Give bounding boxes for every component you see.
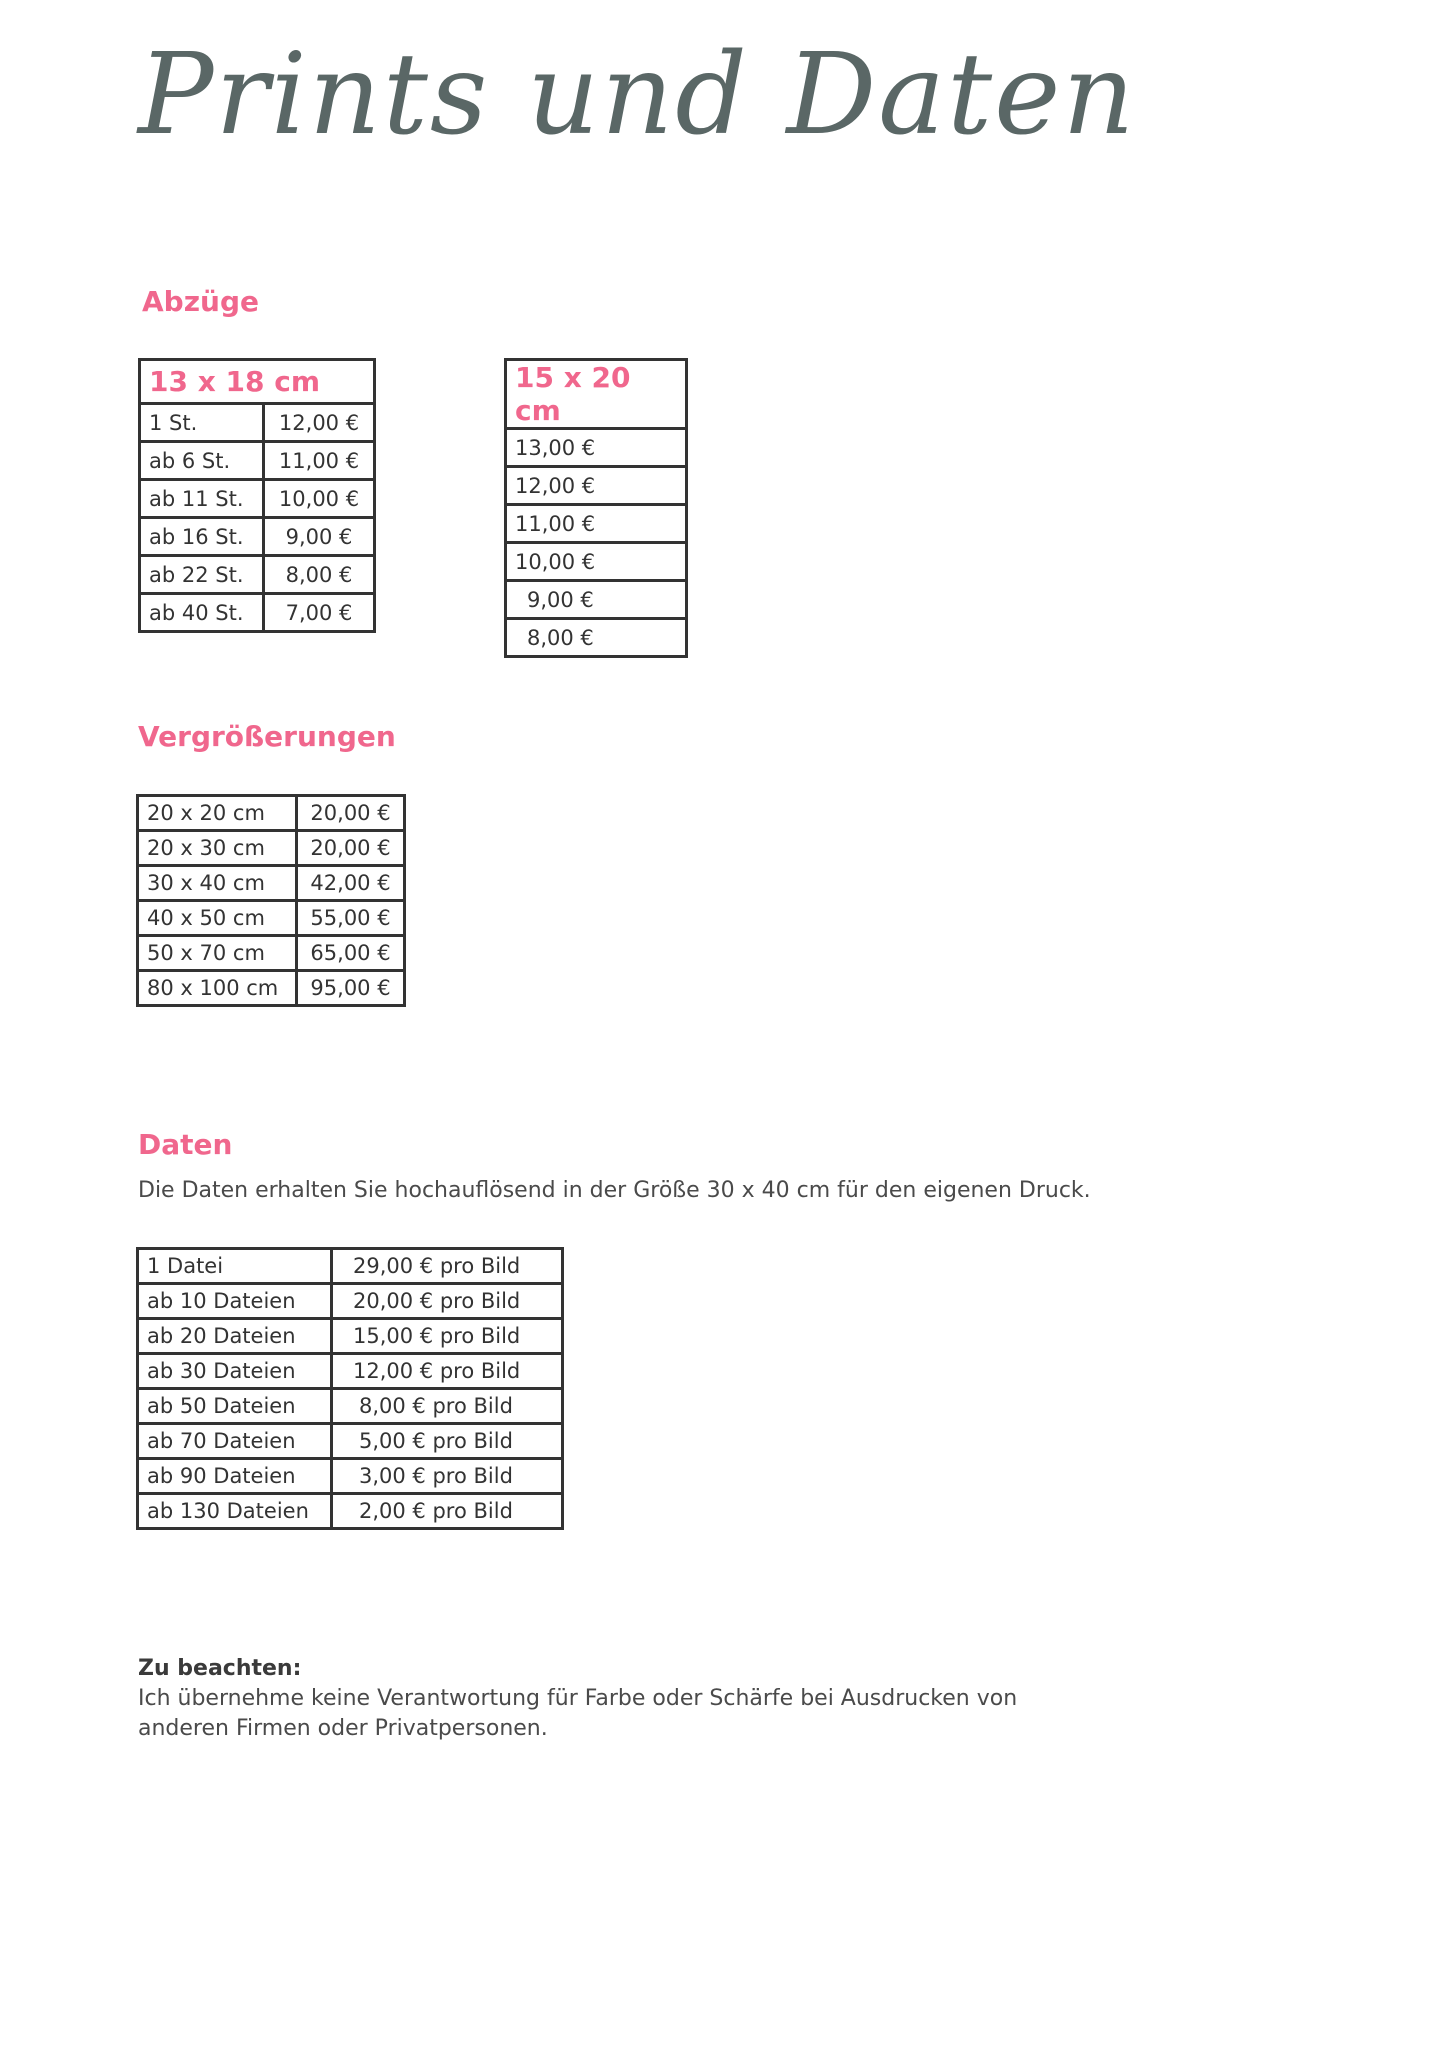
- qty-cell: ab 20 Dateien: [138, 1319, 332, 1354]
- table-row: [140, 594, 375, 632]
- table-row: [506, 505, 687, 543]
- table-row: [138, 1354, 563, 1389]
- qty-cell: 1 Datei: [138, 1249, 332, 1284]
- size-cell: 30 x 40 cm: [138, 866, 297, 901]
- price-cell: 2,00 € pro Bild: [332, 1494, 563, 1529]
- abzuege-15x20-table: [504, 358, 688, 658]
- daten-table: [136, 1247, 564, 1530]
- abzuege-heading: Abzüge: [142, 285, 259, 318]
- price-cell: 3,00 € pro Bild: [332, 1459, 563, 1494]
- qty-cell: ab 130 Dateien: [138, 1494, 332, 1529]
- table-row: [140, 480, 375, 518]
- table-row: [138, 971, 405, 1006]
- size-cell: 40 x 50 cm: [138, 901, 297, 936]
- qty-cell: ab 70 Dateien: [138, 1424, 332, 1459]
- abzuege-13x18-table: [138, 358, 376, 633]
- size-cell: 20 x 30 cm: [138, 831, 297, 866]
- price-cell: 12,00 € pro Bild: [332, 1354, 563, 1389]
- table-row: [506, 581, 687, 619]
- table-row: [506, 429, 687, 467]
- daten-heading: Daten: [138, 1128, 233, 1161]
- table-row: [138, 796, 405, 831]
- qty-cell: ab 90 Dateien: [138, 1459, 332, 1494]
- price-cell: 11,00 €: [506, 505, 687, 543]
- table-row: [138, 1249, 563, 1284]
- size-cell: 50 x 70 cm: [138, 936, 297, 971]
- table-row: [138, 1494, 563, 1529]
- daten-description: Die Daten erhalten Sie hochauflösend in der Größe 30 x 40 cm für den eigenen Druck.: [138, 1178, 1091, 1203]
- price-cell: 55,00 €: [297, 901, 405, 936]
- table-header: 13 x 18 cm: [140, 360, 375, 404]
- price-cell: 13,00 €: [506, 429, 687, 467]
- note-text: Ich übernehme keine Verantwortung für Farbe oder Schärfe bei Ausdrucken von anderen Firmen oder Privatpersonen.: [138, 1686, 1018, 1741]
- price-cell: 65,00 €: [297, 936, 405, 971]
- price-cell: 8,00 € pro Bild: [332, 1389, 563, 1424]
- table-row: [140, 442, 375, 480]
- table-row: [138, 1284, 563, 1319]
- size-cell: 80 x 100 cm: [138, 971, 297, 1006]
- price-cell: 11,00 €: [264, 442, 375, 480]
- price-cell: 95,00 €: [297, 971, 405, 1006]
- table-row: [138, 901, 405, 936]
- table-row: [138, 1459, 563, 1494]
- price-cell: 29,00 € pro Bild: [332, 1249, 563, 1284]
- price-cell: 15,00 € pro Bild: [332, 1319, 563, 1354]
- qty-cell: ab 30 Dateien: [138, 1354, 332, 1389]
- page-title: Prints und Daten: [138, 30, 1137, 160]
- qty-cell: ab 50 Dateien: [138, 1389, 332, 1424]
- price-cell: 7,00 €: [264, 594, 375, 632]
- price-cell: 12,00 €: [264, 404, 375, 442]
- table-row: [138, 1389, 563, 1424]
- price-cell: 10,00 €: [506, 543, 687, 581]
- price-cell: 8,00 €: [506, 619, 687, 657]
- price-cell: 9,00 €: [264, 518, 375, 556]
- price-cell: 5,00 € pro Bild: [332, 1424, 563, 1459]
- note-title: Zu beachten:: [138, 1656, 302, 1681]
- qty-cell: ab 6 St.: [140, 442, 264, 480]
- table-row: [506, 619, 687, 657]
- price-cell: 8,00 €: [264, 556, 375, 594]
- table-row: [506, 467, 687, 505]
- qty-cell: ab 11 St.: [140, 480, 264, 518]
- vergroesserungen-table: [136, 794, 406, 1007]
- table-row: [138, 1319, 563, 1354]
- table-row: [140, 404, 375, 442]
- qty-cell: ab 16 St.: [140, 518, 264, 556]
- table-header: 15 x 20 cm: [506, 360, 687, 429]
- price-cell: 20,00 €: [297, 831, 405, 866]
- table-row: [140, 518, 375, 556]
- qty-cell: ab 40 St.: [140, 594, 264, 632]
- size-cell: 20 x 20 cm: [138, 796, 297, 831]
- price-cell: 20,00 €: [297, 796, 405, 831]
- price-cell: 9,00 €: [506, 581, 687, 619]
- vergroesserungen-heading: Vergrößerungen: [138, 720, 396, 753]
- price-cell: 12,00 €: [506, 467, 687, 505]
- table-row: [138, 936, 405, 971]
- table-row: [138, 1424, 563, 1459]
- table-row: [138, 866, 405, 901]
- qty-cell: ab 22 St.: [140, 556, 264, 594]
- qty-cell: 1 St.: [140, 404, 264, 442]
- price-cell: 42,00 €: [297, 866, 405, 901]
- table-row: [140, 556, 375, 594]
- qty-cell: ab 10 Dateien: [138, 1284, 332, 1319]
- price-cell: 20,00 € pro Bild: [332, 1284, 563, 1319]
- table-row: [138, 831, 405, 866]
- price-cell: 10,00 €: [264, 480, 375, 518]
- table-row: [506, 543, 687, 581]
